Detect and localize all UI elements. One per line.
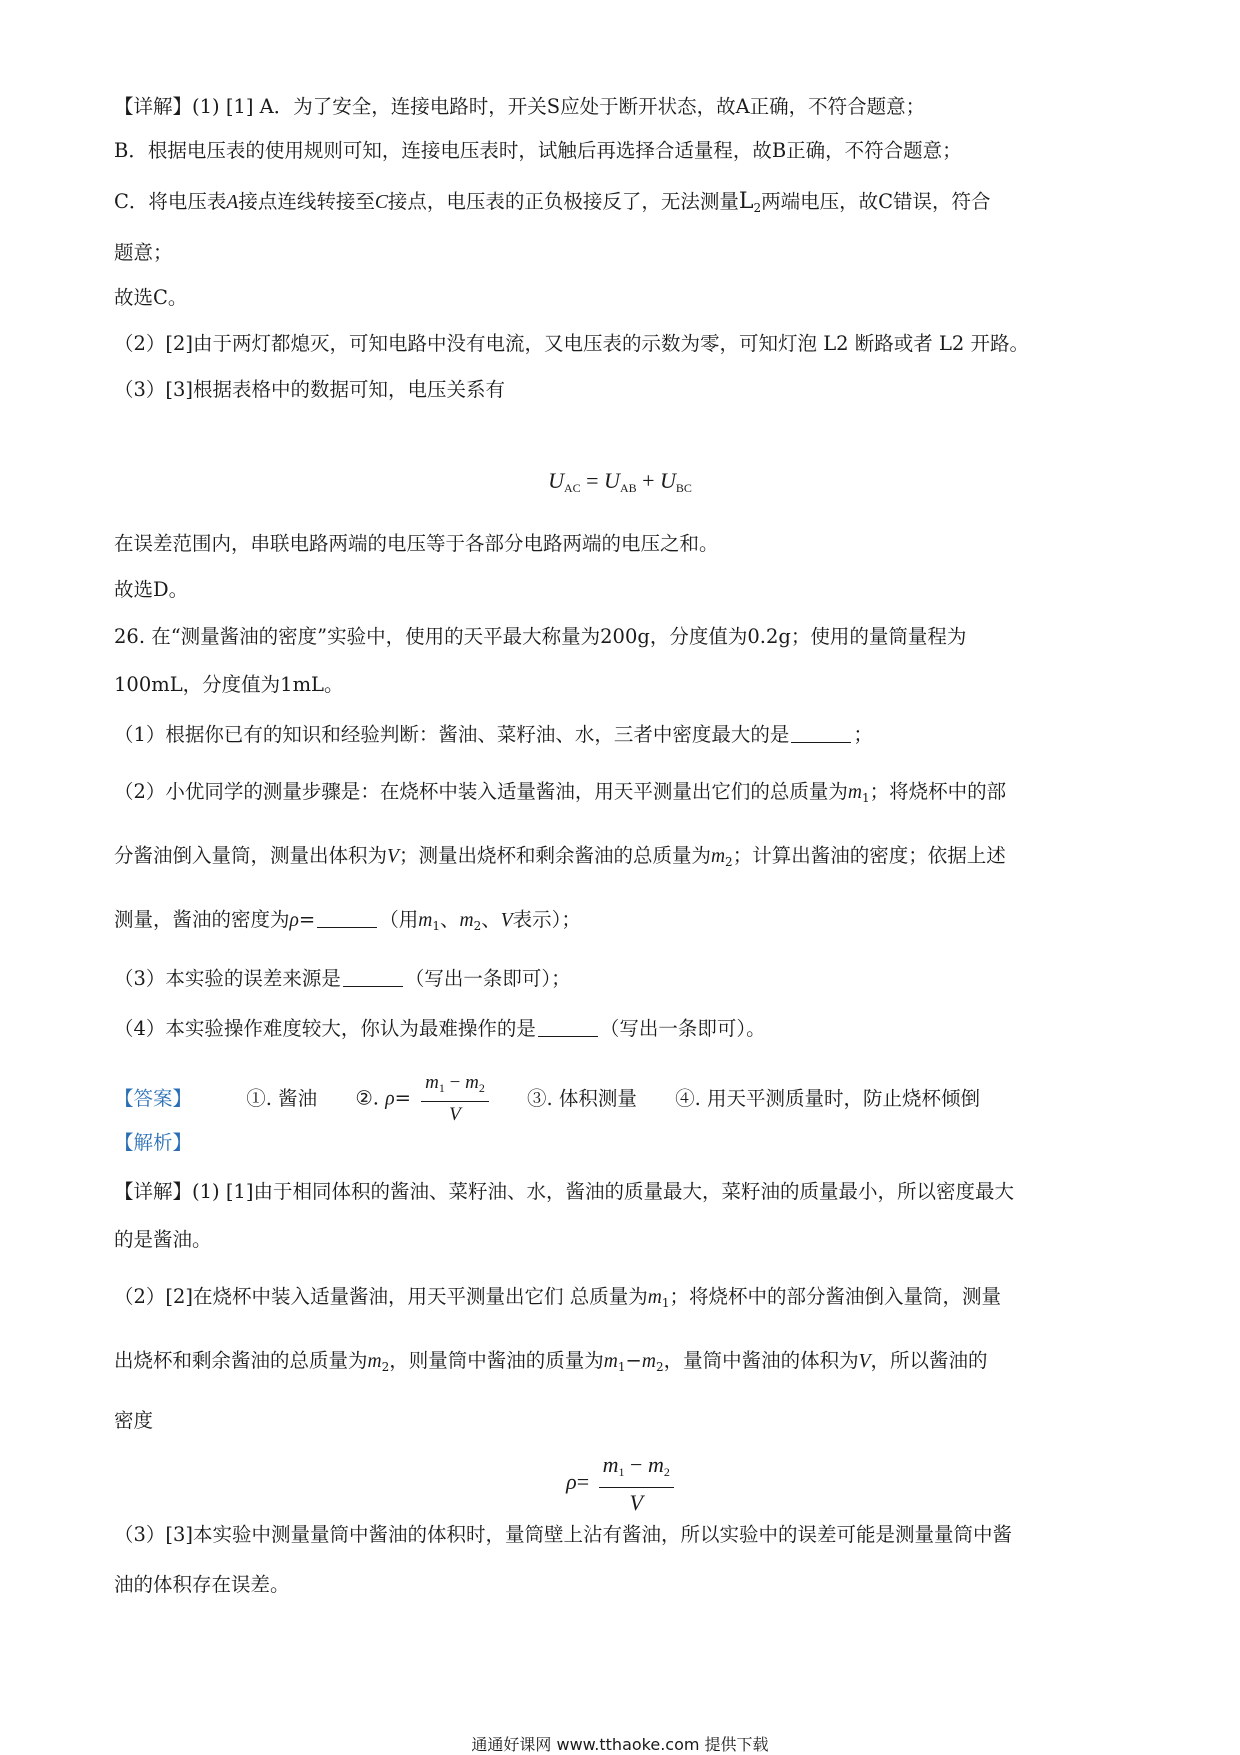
text-line: （3）本实验的误差来源是 （写出一条即可）； (114, 967, 571, 990)
text-line: 出烧杯和剩余酱油的总质量为$m_2$，则量筒中酱油的质量为$m_1-m_2$，量筒中酱油的体积为V，所以酱油的 (114, 1349, 988, 1374)
text-line: （2）[2]由于两灯都熄灭，可知电路中没有电流，又电压表的示数为零，可知灯泡 L2 断路或者 L2 开路。 (114, 332, 1030, 355)
answer-2: ②. ρ= $\frac{m_1 - m_2}{V}$ (355, 1072, 489, 1126)
answer-3: ③. 体积测量 (527, 1086, 637, 1110)
answer-blank (538, 1018, 598, 1037)
text-line: 在误差范围内，串联电路两端的电压等于各部分电路两端的电压之和。 (114, 532, 719, 555)
text-line: 故选C。 (114, 286, 188, 309)
formula-voltage: $U_{AC} = U_{AB} + U_{BC}$ (548, 468, 692, 495)
text-line: （1）根据你已有的知识和经验判断：酱油、菜籽油、水，三者中密度最大的是 ； (114, 723, 873, 746)
footer-source: 通通好课网 www.tthaoke.com 提供下载 (471, 1735, 769, 1754)
text-line: 题意； (114, 241, 173, 264)
text-line: 密度 (114, 1409, 154, 1432)
answer-1: ①. 酱油 (246, 1086, 318, 1110)
text-line: 【详解】(1) [1] A．为了安全，连接电路时，开关S应处于断开状态，故A正确，不符合题意； (114, 95, 926, 118)
answer-blank (791, 724, 851, 743)
analysis-tag: 【解析】 (114, 1131, 193, 1154)
formula-density: ρ= $\frac{m_1 - m_2}{V}$ (0, 1452, 1240, 1516)
text-line: 【详解】(1) [1]由于相同体积的酱油、菜籽油、水，酱油的质量最大，菜籽油的质量最小，所以密度最大 (114, 1180, 1014, 1203)
text-line: 分酱油倒入量筒，测量出体积为V；测量出烧杯和剩余酱油的总质量为$m_2$；计算出酱油的密度；依据上述 (114, 844, 1006, 869)
answer-tag: 【答案】 (114, 1086, 193, 1110)
text-line: 100mL，分度值为1mL。 (114, 673, 344, 696)
answer-4: ④. 用天平测质量时，防止烧杯倾倒 (675, 1086, 981, 1110)
answer-line (114, 1072, 1134, 1126)
text-line: （2）小优同学的测量步骤是：在烧杯中装入适量酱油，用天平测量出它们的总质量为$m_1$；将烧杯中的部 (114, 780, 1007, 805)
text-line: 故选D。 (114, 578, 189, 601)
text-line: B．根据电压表的使用规则可知，连接电压表时，试触后再选择合适量程，故B正确，不符合题意； (114, 139, 962, 162)
text-line: （4）本实验操作难度较大，你认为最难操作的是 （写出一条即可）。 (114, 1017, 766, 1040)
answer-blank (317, 909, 377, 928)
text-line: C．将电压表A接点连线转接至C接点，电压表的正负极接反了，无法测量$L_2$两端电压，故C错误，符合 (114, 189, 991, 215)
text-line: 的是酱油。 (114, 1228, 212, 1251)
answer-blank (343, 968, 403, 987)
text-line: （3）[3]根据表格中的数据可知，电压关系有 (114, 378, 506, 401)
text-line: 测量，酱油的密度为ρ= （用$m_1$、$m_2$、V表示）； (114, 908, 581, 933)
question-26: 26. 在“测量酱油的密度”实验中，使用的天平最大称量为200g，分度值为0.2g；使用的量筒量程为 (114, 625, 967, 648)
text-line: （3）[3]本实验中测量量筒中酱油的体积时，量筒壁上沾有酱油，所以实验中的误差可能是测量量筒中酱 (114, 1523, 1013, 1546)
text-line: 油的体积存在误差。 (114, 1573, 290, 1596)
text-line: （2）[2]在烧杯中装入适量酱油，用天平测量出它们 总质量为$m_1$；将烧杯中的部分酱油倒入量筒，测量 (114, 1285, 1001, 1310)
